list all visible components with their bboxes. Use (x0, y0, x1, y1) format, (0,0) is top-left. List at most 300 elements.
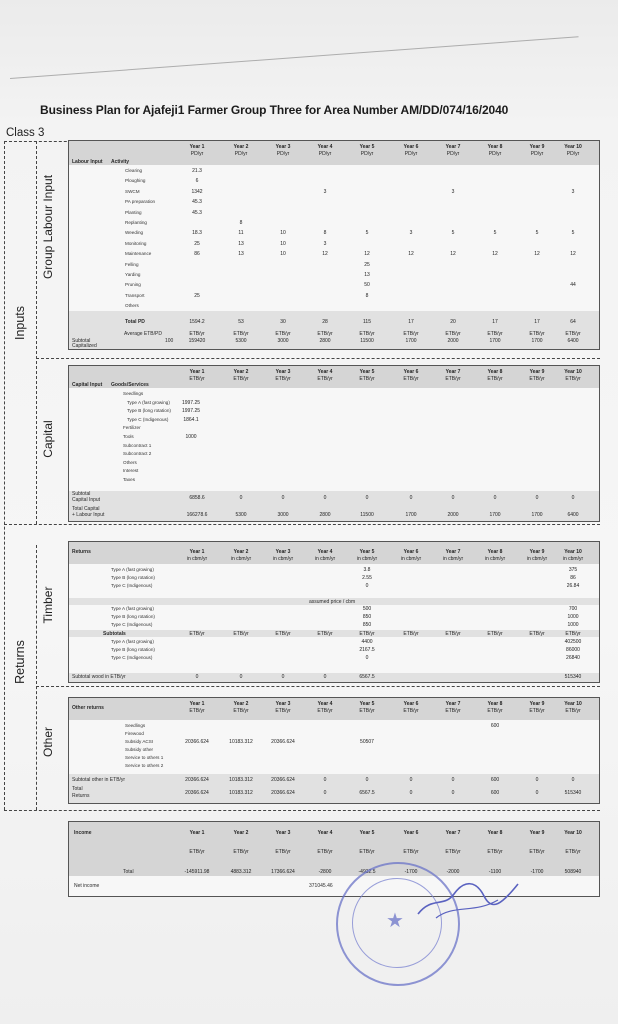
income-unit-header: ETB/yr (233, 849, 249, 855)
subsidy-value: 10183.312 (229, 739, 253, 745)
year-header: Year 10 (564, 144, 582, 150)
capital-item-label: Taxes (123, 477, 135, 482)
capital-item-label: Type C (Indigenous) (127, 416, 169, 422)
etb-unit: ETB/yr (529, 331, 545, 337)
timber-label: Timber (41, 586, 55, 624)
capital-item-label: Type A (fast growing) (127, 399, 170, 405)
capital-subtotal-value: 0 (535, 495, 539, 501)
other-item-label: Service to others 1 (125, 755, 164, 760)
timber-price-label: Type C (Indigenous) (111, 622, 153, 627)
labour-value: 6 (195, 178, 199, 185)
timber-etb-unit: ETB/yr (529, 631, 545, 637)
activity-header: Activity (111, 159, 130, 165)
document-title: Business Plan for Ajafeji1 Farmer Group Three for Area Number AM/DD/074/16/2040 (40, 103, 509, 117)
capital-total-value: 2000 (447, 512, 459, 518)
total-pd-value: 28 (322, 319, 328, 325)
timber-subtotal-y5: 4400 (361, 639, 373, 645)
unit-header: ETB/yr (317, 376, 333, 382)
year-header: Year 5 (359, 549, 375, 555)
labour-value: 21.3 (192, 168, 202, 174)
labour-subtotal-value: 1700 (489, 338, 501, 344)
total-pd-value: 20 (450, 319, 456, 325)
timber-volume-y5: 2.55 (362, 575, 372, 581)
unit-header: in cbm/yr (356, 556, 378, 562)
dashed-left (4, 141, 5, 810)
year-header: Year 2 (233, 701, 249, 707)
unit-header: in cbm/yr (230, 556, 252, 562)
labour-value: 5 (365, 230, 369, 237)
income-year-header: Year 2 (233, 830, 249, 836)
income-total-value: 4883.312 (230, 869, 252, 875)
etb-unit: ETB/yr (403, 331, 419, 337)
timber-price-y5: 850 (362, 614, 372, 620)
subsidy-value: 50507 (360, 739, 374, 745)
income-unit-header: ETB/yr (565, 849, 581, 855)
year-header: Year 1 (189, 369, 205, 375)
year-header: Year 8 (487, 701, 503, 707)
timber-wood-value: 0 (195, 674, 199, 680)
labour-value: 12 (492, 251, 498, 258)
timber-etb-unit: ETB/yr (565, 631, 581, 637)
year-header: Year 7 (445, 144, 461, 150)
unit-header: ETB/yr (233, 708, 249, 714)
other-item-label: Service to others 2 (125, 763, 164, 768)
other-total-value: 0 (535, 790, 539, 796)
total-pd-value: 17 (492, 319, 498, 325)
total-capital-label: Total Capital (72, 506, 100, 512)
labour-value: 44 (570, 282, 576, 289)
income-year-header: Year 5 (359, 830, 375, 836)
income-unit-header: ETB/yr (403, 849, 419, 855)
income-year-header: Year 8 (487, 830, 503, 836)
income-total-value: 508940 (564, 869, 582, 875)
total-pd-label: Total PD (125, 319, 145, 325)
labour-value: 5 (535, 230, 539, 237)
unit-header: in cbm/yr (442, 556, 464, 562)
labour-subtotal-value: 5300 (235, 338, 247, 344)
timber-subtotal-label: Type A (fast growing) (111, 639, 154, 644)
capital-total-value: 3000 (277, 512, 289, 518)
activity-label: PA preparation (125, 199, 156, 205)
unit-header: ETB/yr (189, 376, 205, 382)
dashed-inner-returns (36, 545, 37, 810)
subsidy-value: 20366.624 (271, 739, 295, 745)
timber-subtotal-y5: 0 (365, 655, 369, 661)
capital-item-label: Others (123, 459, 137, 465)
capital-total-value: 2800 (319, 512, 331, 518)
unit-header: ETB/yr (403, 708, 419, 714)
goods-services-header: Goods/Services (111, 382, 149, 388)
unit-header: ETB/yr (189, 708, 205, 714)
year-header: Year 1 (189, 701, 205, 707)
income-total-label: Total (123, 869, 134, 875)
labour-value: 3 (451, 188, 455, 195)
total-pd-value: 17 (534, 319, 540, 325)
unit-header: ETB/yr (565, 376, 581, 382)
unit-header: ETB/yr (233, 376, 249, 382)
activity-label: Monitoring (125, 240, 147, 246)
year-header: Year 2 (233, 144, 249, 150)
year-header: Year 6 (403, 369, 419, 375)
year-header: Year 9 (529, 701, 545, 707)
labour-value: 8 (323, 230, 327, 237)
timber-price-label: Type A (fast growing) (111, 606, 154, 611)
capital-item-label: Fertilizer (123, 425, 141, 431)
unit-header: ETB/yr (403, 376, 419, 382)
activity-label: Clearing (125, 168, 143, 173)
unit-header: ETB/yr (275, 376, 291, 382)
etb-unit: ETB/yr (487, 331, 503, 337)
activity-label: Replanting (125, 220, 147, 225)
net-income-label: Net income (74, 883, 100, 889)
income-total-value: -145911.98 (184, 869, 210, 875)
capital-subtotal-value: 0 (323, 495, 327, 501)
other-item-label: Firewood (125, 731, 144, 736)
unit-header: ETB/yr (529, 708, 545, 714)
unit-header: ETB/yr (317, 708, 333, 714)
unit-header: in cbm/yr (314, 556, 336, 562)
labour-value: 10 (280, 240, 286, 247)
other-total-value: 600 (490, 790, 500, 796)
labour-value: 8 (365, 292, 369, 299)
timber-volume-y10: 375 (568, 567, 578, 573)
unit-header: PD/yr (360, 151, 374, 157)
total-pd-value: 1594.2 (189, 319, 205, 325)
other-subtotal-value: 0 (409, 777, 413, 783)
timber-subtotal-y5: 2167.5 (359, 647, 375, 653)
labour-capitalized-label: Capitalized (72, 343, 97, 349)
year-header: Year 3 (275, 701, 291, 707)
unit-header: in cbm/yr (484, 556, 506, 562)
capital-subtotal-value: 0 (409, 495, 413, 501)
capital-subtotal-label: Subtotal (72, 491, 91, 497)
other-subtotal-value: 0 (323, 777, 327, 783)
timber-volume-y10: 86 (570, 575, 576, 581)
labour-subtotal-label: Subtotal (72, 338, 91, 344)
activity-label: Weeding (125, 230, 144, 236)
labour-subtotal-value: 6400 (567, 338, 579, 344)
total-pd-value: 17 (408, 319, 414, 325)
other-item-label: Subsidy ACSI (125, 739, 154, 744)
other-subtotal-value: 20366.624 (185, 777, 209, 783)
subsidy-value: 20366.624 (185, 739, 209, 745)
activity-label: Planting (125, 209, 142, 215)
capital-subtotal-value: 0 (493, 495, 497, 501)
labour-subtotal-value: 2000 (447, 338, 459, 344)
timber-wood-value: 6567.5 (359, 674, 375, 680)
income-unit-header: ETB/yr (317, 849, 333, 855)
year-header: Year 6 (403, 701, 419, 707)
labour-section-label: Labour Input (72, 159, 103, 165)
income-year-header: Year 9 (529, 830, 545, 836)
labour-value: 3 (409, 230, 413, 237)
returns-section-label: Returns (72, 549, 91, 555)
timber-etb-unit: ETB/yr (487, 631, 503, 637)
labour-value: 3 (571, 188, 575, 195)
etb-unit: ETB/yr (565, 331, 581, 337)
labour-value: 5 (571, 230, 575, 237)
labour-value: 13 (238, 240, 244, 247)
capital-item-value: 1997.25 (181, 408, 201, 415)
income-unit-header: ETB/yr (529, 849, 545, 855)
other-subtotal-value: 0 (451, 777, 455, 783)
unit-header: ETB/yr (445, 376, 461, 382)
labour-subtotal-value: 11500 (360, 338, 374, 344)
class-label: Class 3 (6, 127, 45, 139)
year-header: Year 9 (529, 144, 545, 150)
capital-subtotal-value: 0 (365, 495, 369, 501)
unit-header: PD/yr (488, 151, 502, 157)
labour-value: 5 (451, 230, 455, 237)
capital-total-value: 1700 (405, 512, 417, 518)
other-subtotal-value: 10183.312 (229, 777, 253, 783)
capital-table (68, 365, 600, 522)
year-header: Year 7 (445, 369, 461, 375)
unit-header: in cbm/yr (562, 556, 584, 562)
timber-subtotals-label: Subtotals (103, 631, 126, 637)
year-header: Year 1 (189, 549, 205, 555)
capital-total-value: 1700 (531, 512, 543, 518)
capital-item-value: 1864.1 (183, 416, 199, 423)
plus-labour-label: + Labour Input (72, 512, 105, 518)
year-header: Year 8 (487, 549, 503, 555)
timber-wood-value: 0 (323, 674, 327, 680)
capital-total-value: 1700 (489, 512, 501, 518)
average-etb-label: Average ETB/PD (124, 331, 162, 337)
other-returns-table (68, 697, 600, 804)
unit-header: in cbm/yr (186, 556, 208, 562)
timber-subtotal-label: Type B (long rotation) (111, 647, 155, 652)
timber-etb-unit: ETB/yr (189, 631, 205, 637)
other-item-label: Seedlings (125, 723, 146, 728)
unit-header: PD/yr (318, 151, 332, 157)
labour-value: 25 (194, 240, 200, 247)
activity-label: Felling (125, 261, 139, 267)
etb-unit: ETB/yr (359, 331, 375, 337)
other-returns-label: Other returns (72, 705, 104, 711)
labour-value: 12 (450, 251, 456, 258)
unit-header: ETB/yr (487, 376, 503, 382)
year-header: Year 3 (275, 369, 291, 375)
unit-header: ETB/yr (445, 708, 461, 714)
capital-total-value: 11500 (360, 512, 374, 518)
other-item-label: Subsidy other (125, 747, 154, 752)
group-labour-input-label: Group Labour Input (41, 174, 55, 280)
capital-total-value: 166278.6 (186, 512, 208, 518)
labour-value: 25 (194, 292, 200, 299)
year-header: Year 7 (445, 701, 461, 707)
year-header: Year 6 (403, 144, 419, 150)
labour-value: 5 (493, 230, 497, 237)
signature (414, 874, 524, 926)
timber-item-label: Type B (long rotation) (111, 575, 155, 580)
labour-subtotal-value: 3000 (277, 338, 289, 344)
inputs-label: Inputs (13, 305, 27, 341)
unit-header: PD/yr (276, 151, 290, 157)
other-total-value: 0 (323, 790, 327, 796)
other-subtotal-value: 0 (535, 777, 539, 783)
labour-value: 45.3 (192, 199, 202, 206)
unit-header: PD/yr (530, 151, 544, 157)
year-header: Year 3 (275, 144, 291, 150)
unit-header: PD/yr (190, 151, 204, 157)
timber-price-y10: 700 (568, 606, 578, 612)
timber-wood-value: 0 (239, 674, 243, 680)
income-unit-header: ETB/yr (275, 849, 291, 855)
total-pd-value: 115 (363, 319, 371, 325)
year-header: Year 2 (233, 549, 249, 555)
other-total-value: 20366.624 (185, 790, 209, 796)
unit-header: ETB/yr (529, 376, 545, 382)
total-pd-value: 64 (570, 319, 576, 325)
dashed-returns-bottom (4, 810, 600, 811)
unit-header: PD/yr (566, 151, 580, 157)
capital-total-value: 6400 (567, 512, 579, 518)
labour-value: 10 (280, 251, 286, 258)
labour-value: 12 (534, 251, 540, 258)
unit-header: in cbm/yr (526, 556, 548, 562)
timber-etb-unit: ETB/yr (359, 631, 375, 637)
timber-price-y5: 500 (362, 606, 372, 612)
timber-table (68, 541, 600, 683)
labour-value: 12 (570, 251, 576, 258)
labour-subtotal-value: 1700 (531, 338, 543, 344)
assumed-price-label: assumed price / cbm (309, 599, 356, 605)
capital-label: Capital (41, 420, 55, 458)
labour-value: 3 (323, 188, 327, 195)
timber-volume-y10: 26.84 (566, 583, 580, 589)
timber-etb-unit: ETB/yr (403, 631, 419, 637)
capital-section-label: Capital Input (72, 382, 103, 388)
capital-item-label: Type B (long rotation) (127, 408, 171, 414)
year-header: Year 6 (403, 549, 419, 555)
labour-value: 18.3 (192, 230, 202, 237)
income-total-value: -2800 (318, 869, 332, 875)
labour-table (68, 140, 600, 350)
year-header: Year 3 (275, 549, 291, 555)
labour-value: 86 (194, 251, 200, 258)
unit-header: ETB/yr (487, 708, 503, 714)
other-total-value: 0 (451, 790, 455, 796)
unit-header: PD/yr (404, 151, 418, 157)
unit-header: ETB/yr (275, 708, 291, 714)
year-header: Year 4 (317, 144, 333, 150)
other-subtotal-value: 600 (490, 777, 500, 783)
timber-price-y10: 1000 (567, 622, 579, 628)
activity-label: Pruning (125, 282, 141, 288)
year-header: Year 1 (189, 144, 205, 150)
unit-header: ETB/yr (359, 708, 375, 714)
timber-volume-y5: 0 (365, 583, 369, 589)
year-header: Year 9 (529, 369, 545, 375)
timber-price-y5: 850 (362, 622, 372, 628)
timber-price-label: Type B (long rotation) (111, 614, 155, 619)
timber-etb-unit: ETB/yr (233, 631, 249, 637)
labour-value: 10 (280, 230, 286, 237)
firewood-value: 600 (490, 723, 500, 729)
timber-subtotal-y10: 86000 (566, 647, 580, 653)
labour-value: 12 (364, 251, 370, 258)
labour-value: 11 (238, 230, 244, 237)
other-total-value: 0 (409, 790, 413, 796)
etb-unit: ETB/yr (317, 331, 333, 337)
unit-header: ETB/yr (359, 376, 375, 382)
timber-volume-y5: 3.8 (363, 567, 371, 573)
timber-etb-unit: ETB/yr (445, 631, 461, 637)
etb-unit: ETB/yr (275, 331, 291, 337)
unit-header: PD/yr (234, 151, 248, 157)
other-subtotal-value: 20366.624 (271, 777, 295, 783)
other-subtotal-value: 0 (365, 777, 369, 783)
year-header: Year 4 (317, 369, 333, 375)
unit-header: in cbm/yr (400, 556, 422, 562)
capital-subtotal-value: 0 (239, 495, 243, 501)
year-header: Year 10 (564, 369, 582, 375)
activity-label: Others (125, 303, 139, 309)
paper-edge-line (10, 36, 579, 79)
other-label: Other (41, 727, 55, 758)
timber-item-label: Type A (fast growing) (111, 567, 154, 572)
timber-price-y10: 1000 (567, 614, 579, 620)
labour-value: 50 (364, 282, 370, 289)
income-unit-header: ETB/yr (487, 849, 503, 855)
average-etb-value: 100 (165, 338, 174, 344)
unit-header: ETB/yr (565, 708, 581, 714)
activity-label: Maintenance (125, 251, 152, 257)
capital-item-value: 1000 (185, 434, 197, 440)
income-year-header: Year 6 (403, 830, 419, 836)
activity-label: Ploughing (125, 178, 146, 184)
year-header: Year 8 (487, 369, 503, 375)
capital-total-value: 5300 (235, 512, 247, 518)
year-header: Year 9 (529, 549, 545, 555)
year-header: Year 7 (445, 549, 461, 555)
labour-value: 45.3 (192, 209, 202, 216)
timber-wood-value: 0 (281, 674, 285, 680)
capital-item-label: Seedlings (123, 391, 144, 396)
income-year-header: Year 1 (189, 830, 205, 836)
subtotal-other-label: Subtotal other in ETB/yr (72, 777, 126, 783)
income-year-header: Year 10 (564, 830, 582, 836)
year-header: Year 5 (359, 144, 375, 150)
income-total-value: -4932.5 (358, 869, 376, 875)
income-year-header: Year 7 (445, 830, 461, 836)
income-unit-header: ETB/yr (445, 849, 461, 855)
etb-unit: ETB/yr (189, 331, 205, 337)
income-total-value: 17366.624 (271, 869, 295, 875)
income-unit-header: ETB/yr (359, 849, 375, 855)
labour-value: 13 (364, 272, 370, 278)
year-header: Year 5 (359, 369, 375, 375)
income-total-value: -1700 (530, 869, 544, 875)
other-total-value: 6567.5 (359, 790, 375, 796)
labour-value: 12 (322, 251, 328, 258)
other-total-value: 515340 (564, 790, 582, 796)
dashed-mid-returns (36, 686, 600, 687)
labour-subtotal-value: 2800 (319, 338, 331, 344)
timber-subtotal-label: Type C (Indigenous) (111, 655, 153, 660)
capital-subtotal-value: 0 (571, 495, 575, 501)
subtotal-wood-label: Subtotal wood in ETB/yr (72, 674, 126, 680)
returns-label: Returns (13, 640, 27, 684)
activity-label: Transport (125, 292, 145, 298)
activity-label: SWCM (125, 188, 140, 194)
income-total-value: -1100 (488, 869, 502, 875)
year-header: Year 5 (359, 701, 375, 707)
year-header: Year 10 (564, 549, 582, 555)
dashed-inputs-bottom (4, 524, 600, 525)
capital-subtotal-value: 0 (281, 495, 285, 501)
